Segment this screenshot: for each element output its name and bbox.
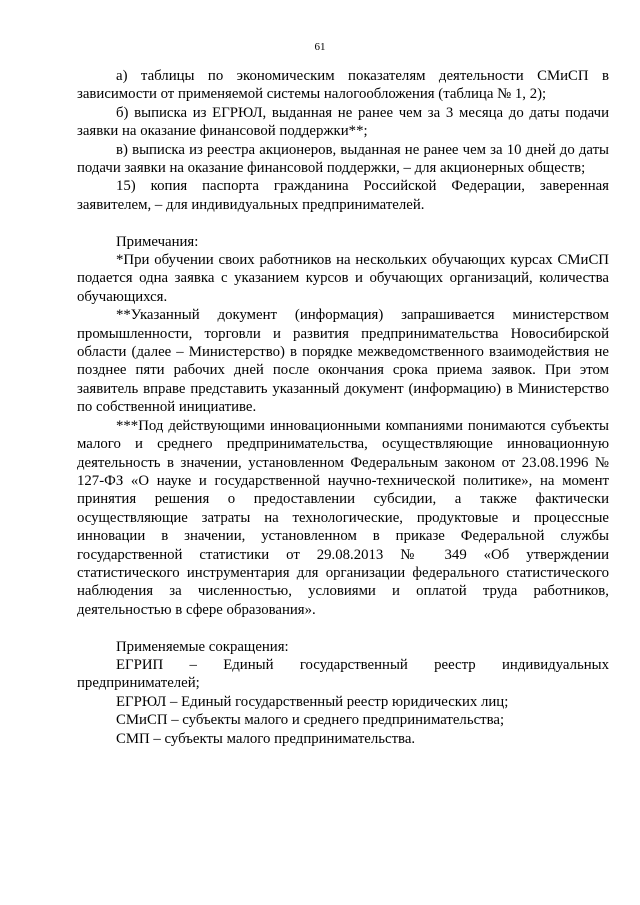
notes-heading: Примечания:	[116, 233, 199, 250]
abbreviations-heading: Применяемые сокращения:	[116, 638, 289, 655]
abbreviation-smisp: СМиСП – субъекты малого и среднего предпринимательства;	[116, 712, 505, 729]
abbreviation-egrul: ЕГРЮЛ – Единый государственный реестр юридических лиц;	[116, 693, 509, 710]
spacer	[77, 214, 609, 232]
abbreviation-smp: СМП – субъекты малого предпринимательства.	[116, 730, 416, 747]
list-item-a: а) таблицы по экономическим показателям деятельности СМиСП в зависимости от применяемой системы налогообложения (таблица № 1, 2);	[77, 68, 609, 103]
list-item-15: 15) копия паспорта гражданина Российской Федерации, заверенная заявителем, – для индивидуальных предпринимателей.	[77, 178, 609, 213]
abbreviation-egrip: ЕГРИП – Единый государственный реестр индивидуальных предпринимателей;	[77, 656, 609, 692]
list-item-b: б) выписка из ЕГРЮЛ, выданная не ранее чем за 3 месяца до даты подачи заявки на оказание финансовой поддержки**;	[77, 104, 609, 140]
note-1: *При обучении своих работников на нескольких обучающих курсах СМиСП подается одна заявка с указанием курсов и обучающих организаций, количества обучающихся.	[77, 252, 609, 305]
page-number: 61	[314, 41, 326, 53]
note-2: **Указанный документ (информация) запрашивается министерством промышленности, торговли и развития предпринимательства Новосибирской области (далее – Министерство) в порядке межведомственного взаимодействия не позднее пяти рабочих дней после окончания срока приема заявок. При этом заявитель вправе представить указанный документ (информацию) в Министерство по собственной инициативе.	[77, 307, 609, 416]
list-item-v: в) выписка из реестра акционеров, выданная не ранее чем за 10 дней до даты подачи заявки на оказание финансовой поддержки, – для акционерных обществ;	[77, 141, 609, 177]
document-body	[77, 67, 609, 748]
note-3: ***Под действующими инновационными компаниями понимаются субъекты малого и среднего предпринимательства, осуществляющие инновационную деятельность в значении, установленном Федеральным законом от 23.08.1996 № 127-ФЗ «О науке и государственной научно-технической политике», на момент принятия решения о предоставлении субсидии, а также фактически осуществляющие затраты на технологические, продуктовые и процессные инновации в значении, установленном в приказе Федеральной службы государственной статистики от 29.08.2013 № 349 «Об утверждении статистического инструментария для организации федерального статистического наблюдения за численностью, условиями и оплатой труда работников, деятельностью в сфере образования».	[77, 417, 609, 618]
spacer	[77, 619, 609, 637]
